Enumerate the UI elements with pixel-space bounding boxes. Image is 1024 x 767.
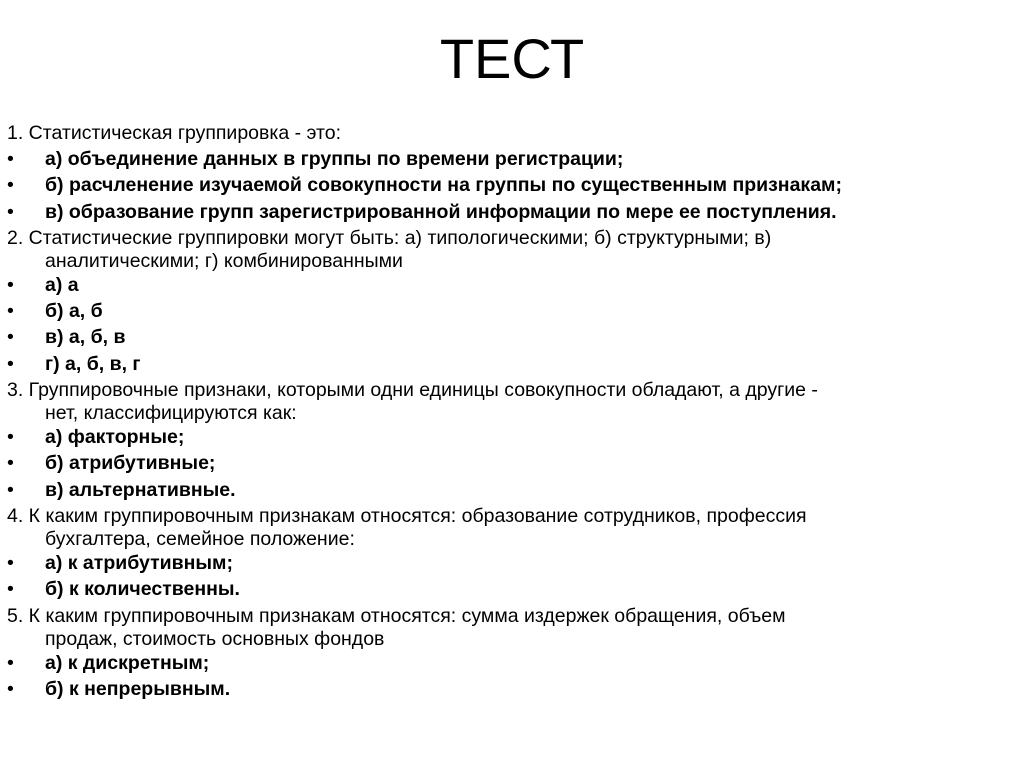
question-1 — [7, 120, 1017, 146]
question-1-option-b — [7, 172, 1017, 198]
option-text: б) а, б — [45, 300, 103, 323]
question-2-option-b — [7, 298, 1017, 324]
option-text: б) к количественны. — [45, 578, 240, 601]
question-2-text-continued: аналитическими; г) комбинированными — [45, 249, 403, 272]
question-4-text: 4. К каким группировочным признакам относятся: образование сотрудников, профессия — [7, 504, 807, 527]
question-3-option-b — [7, 450, 1017, 476]
question-2-option-d — [7, 351, 1017, 377]
question-4-text-continued: бухгалтера, семейное положение: — [45, 527, 355, 550]
option-text: б) к непрерывным. — [45, 677, 231, 700]
question-1-text: 1. Статистическая группировка - это: — [7, 122, 342, 144]
bullet-icon: • — [7, 452, 14, 475]
option-text: а) а — [45, 273, 79, 296]
option-text: а) факторные; — [45, 426, 185, 449]
question-3-option-c — [7, 477, 1017, 503]
question-1-option-c — [7, 199, 1017, 225]
option-text: б) атрибутивные; — [45, 452, 216, 475]
question-5 — [7, 603, 1017, 650]
bullet-icon: • — [7, 352, 14, 375]
bullet-icon: • — [7, 677, 14, 700]
slide-content — [7, 120, 1017, 702]
option-text: а) к дискретным; — [45, 651, 210, 674]
bullet-icon: • — [7, 326, 14, 349]
bullet-icon: • — [7, 174, 14, 197]
question-2-option-c — [7, 324, 1017, 350]
question-5-text: 5. К каким группировочным признакам относятся: сумма издержек обращения, объем — [7, 604, 786, 627]
bullet-icon: • — [7, 578, 14, 601]
question-3 — [7, 377, 1017, 424]
slide-title: ТЕСТ — [439, 27, 585, 90]
bullet-icon: • — [7, 200, 14, 223]
question-5-option-a — [7, 650, 1017, 676]
option-text: г) а, б, в, г — [45, 352, 141, 375]
question-4-option-a — [7, 550, 1017, 576]
option-text: а) объединение данных в группы по времени регистрации; — [45, 148, 624, 170]
question-4-option-b — [7, 576, 1017, 602]
question-3-text-continued: нет, классифицируются как: — [45, 402, 297, 425]
question-4 — [7, 503, 1017, 550]
question-2-text: 2. Статистические группировки могут быть: а) типологическими; б) структурными; в) — [7, 226, 772, 249]
bullet-icon: • — [7, 426, 14, 449]
question-3-text: 3. Группировочные признаки, которыми одни единицы совокупности обладают, а другие - — [7, 379, 818, 402]
option-text: в) альтернативные. — [45, 478, 236, 501]
bullet-icon: • — [7, 651, 14, 674]
question-2 — [7, 225, 1017, 272]
option-text: в) а, б, в — [45, 326, 126, 349]
bullet-icon: • — [7, 273, 14, 296]
question-3-option-a — [7, 424, 1017, 450]
question-2-option-a — [7, 272, 1017, 298]
option-text: а) к атрибутивным; — [45, 551, 233, 574]
bullet-icon: • — [7, 478, 14, 501]
question-1-option-a — [7, 146, 1017, 172]
bullet-icon: • — [7, 551, 14, 574]
option-text: б) расчленение изучаемой совокупности на группы по существенным признакам; — [45, 174, 842, 197]
option-text: в) образование групп зарегистрированной информации по мере ее поступления. — [45, 200, 837, 223]
question-5-text-continued: продаж, стоимость основных фондов — [45, 627, 385, 650]
bullet-icon: • — [7, 148, 14, 170]
question-5-option-b — [7, 676, 1017, 702]
bullet-icon: • — [7, 300, 14, 323]
